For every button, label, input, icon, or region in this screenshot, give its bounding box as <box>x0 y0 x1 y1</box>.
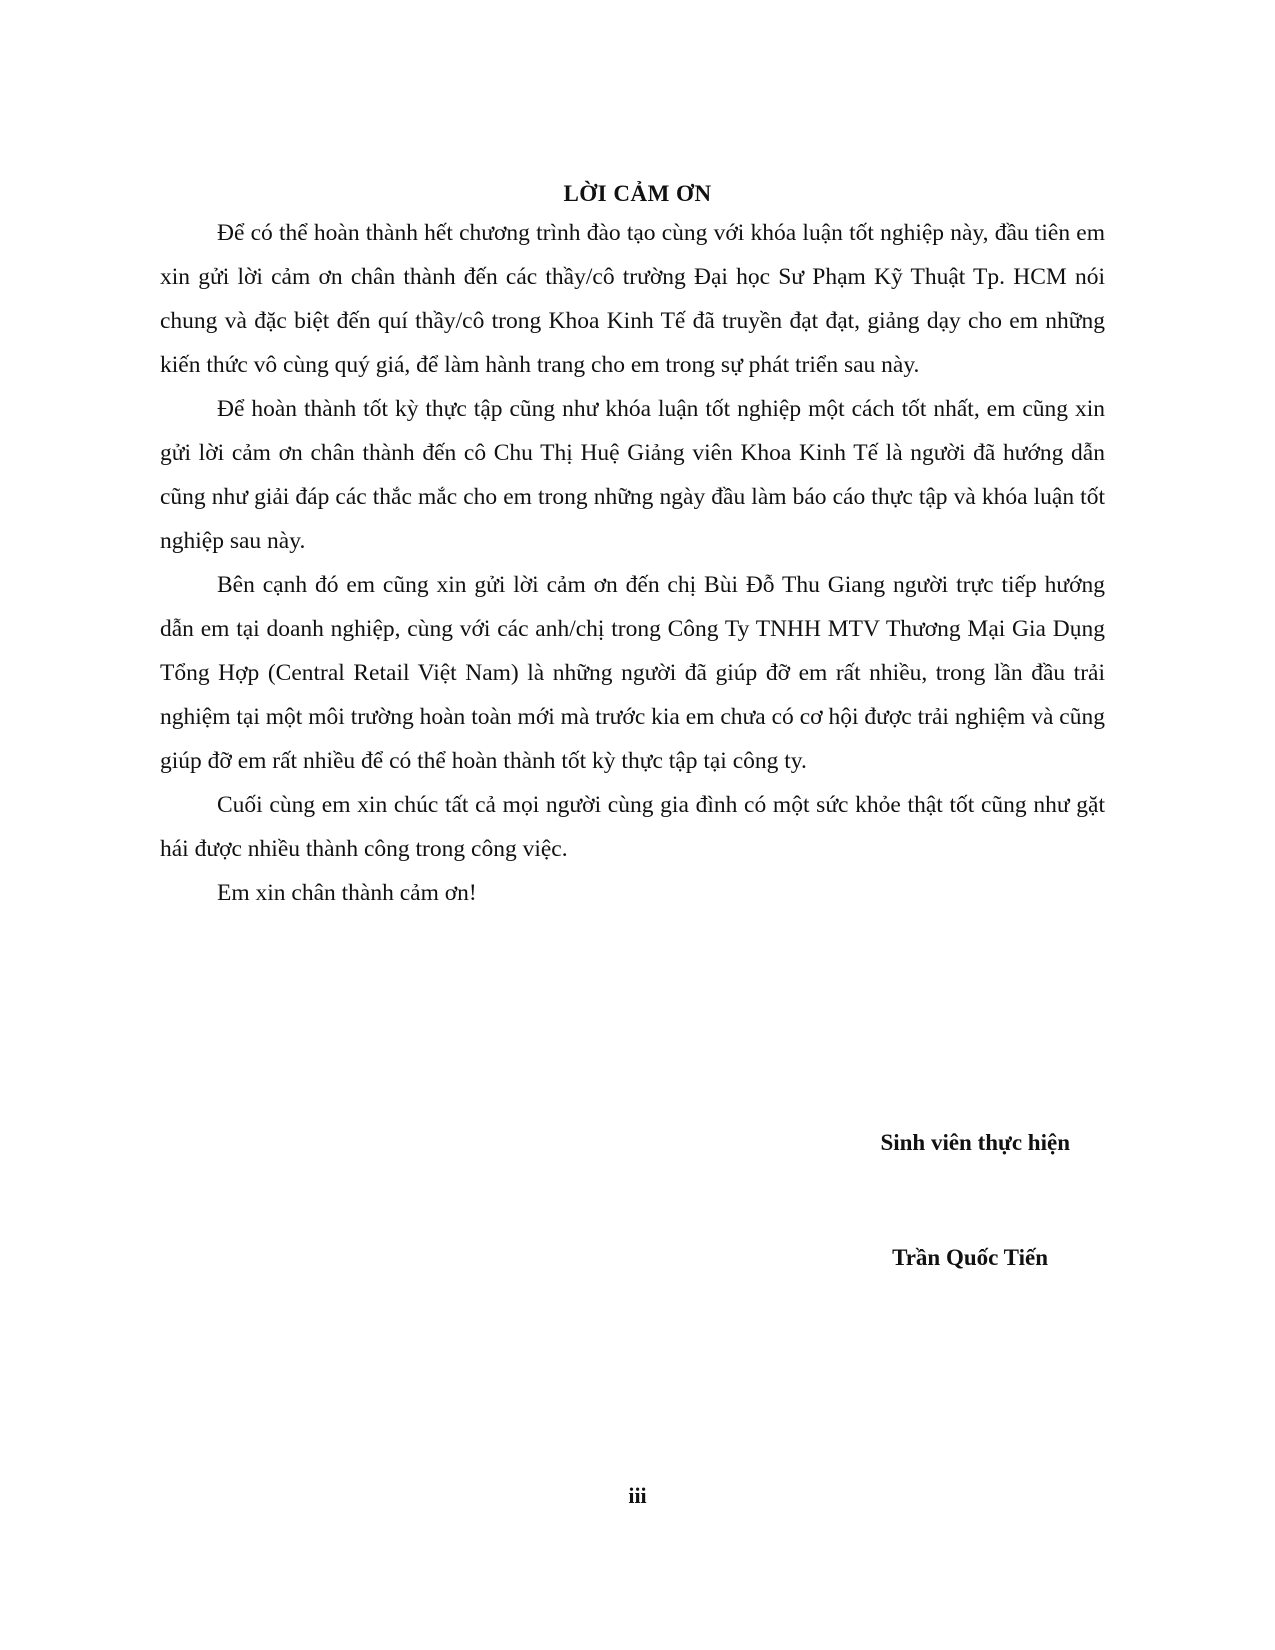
page-title: LỜI CẢM ƠN <box>563 181 712 206</box>
paragraph-5: Em xin chân thành cảm ơn! <box>217 880 477 906</box>
paragraph-1: Để có thể hoàn thành hết chương trình đào tạo cùng với khóa luận tốt nghiệp này, đầu tiên em xin gửi lời cảm ơn chân thành đến các thầy/cô trường Đại học Sư Phạm Kỹ Thuật Tp. HCM nói chung và đặc biệt đến quí thầy/cô trong Khoa Kinh Tế đã truyền đạt đạt, giảng dạy cho em những kiến thức vô cùng quý giá, để làm hành trang cho em trong sự phát triển sau này. <box>160 220 1105 378</box>
paragraph-3: Bên cạnh đó em cũng xin gửi lời cảm ơn đến chị Bùi Đỗ Thu Giang người trực tiếp hướng dẫn em tại doanh nghiệp, cùng với các anh/chị trong Công Ty TNHH MTV Thương Mại Gia Dụng Tổng Hợp (Central Retail Việt Nam) là những người đã giúp đỡ em rất nhiều, trong lần đầu trải nghiệm tại một môi trường hoàn toàn mới mà trước kia em chưa có cơ hội được trải nghiệm và cũng giúp đỡ em rất nhiều để có thể hoàn thành tốt kỳ thực tập tại công ty. <box>160 572 1105 774</box>
page-number: iii <box>628 1483 647 1508</box>
signature-role: Sinh viên thực hiện <box>880 1130 1070 1155</box>
signature-name: Trần Quốc Tiến <box>892 1245 1048 1270</box>
paragraph-2: Để hoàn thành tốt kỳ thực tập cũng như khóa luận tốt nghiệp một cách tốt nhất, em cũng xin gửi lời cảm ơn chân thành đến cô Chu Thị Huệ Giảng viên Khoa Kinh Tế là người đã hướng dẫn cũng như giải đáp các thắc mắc cho em trong những ngày đầu làm báo cáo thực tập và khóa luận tốt nghiệp sau này. <box>160 396 1105 554</box>
acknowledgement-body <box>160 211 1105 915</box>
paragraph-4: Cuối cùng em xin chúc tất cả mọi người cùng gia đình có một sức khỏe thật tốt cũng như gặt hái được nhiều thành công trong công việc. <box>160 792 1105 862</box>
